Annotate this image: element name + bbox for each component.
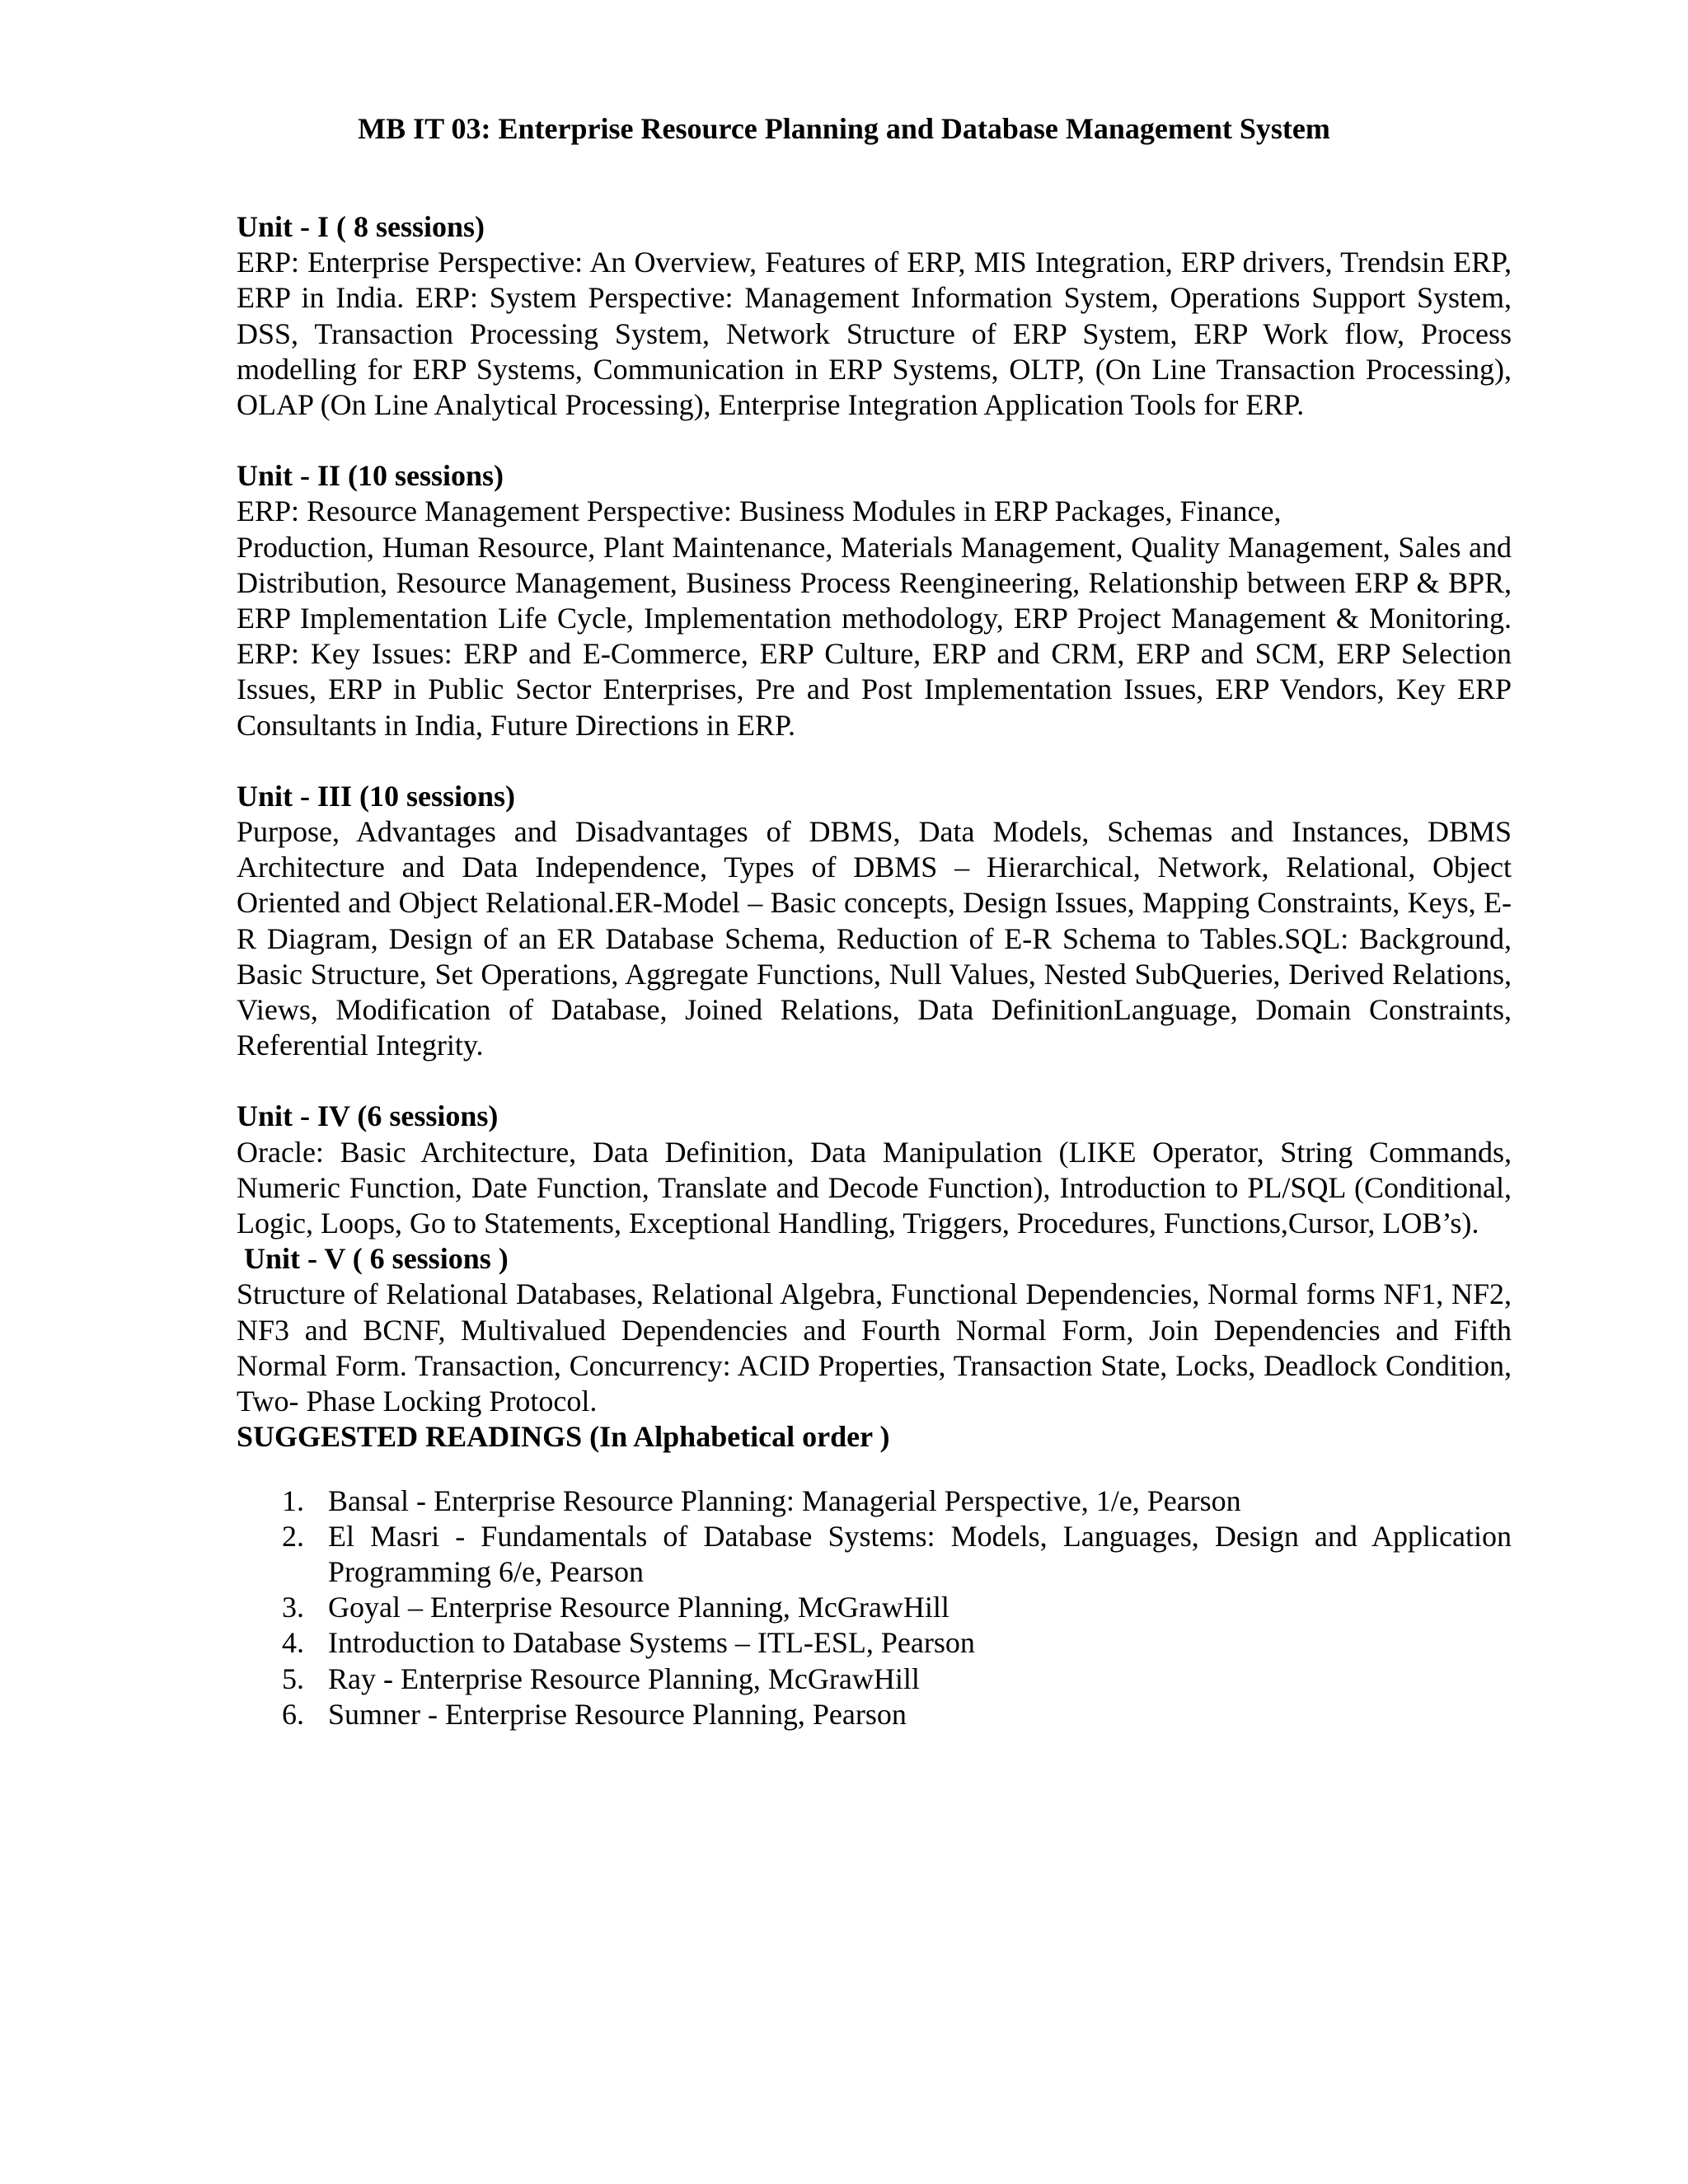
readings-heading: SUGGESTED READINGS (In Alphabetical order ) bbox=[237, 1420, 890, 1454]
list-item bbox=[282, 1519, 1512, 1590]
list-item bbox=[282, 1625, 1512, 1661]
list-item bbox=[282, 1697, 1512, 1732]
unit-body: Structure of Relational Databases, Relational Algebra, Functional Dependencies, Normal forms NF1, NF2, NF3 and BCNF, Multivalued Dependencies and Fourth Normal Form, Join Dependencies and Fifth Normal Form. Transaction, Concurrency: ACID Properties, Transaction State, Locks, Deadlock Condition, Two- Phase Locking Protocol. bbox=[237, 1277, 1512, 1418]
unit-heading: Unit - II (10 sessions) bbox=[237, 459, 504, 493]
reading-text: Goyal – Enterprise Resource Planning, McGrawHill bbox=[328, 1591, 950, 1624]
spacer bbox=[237, 423, 1512, 458]
readings-list bbox=[237, 1483, 1512, 1732]
reading-text: El Masri - Fundamentals of Database Systems: Models, Languages, Design and Application Programming 6/e, Pearson bbox=[328, 1519, 1512, 1588]
unit-body: Production, Human Resource, Plant Maintenance, Materials Management, Quality Management, Sales and Distribution, Resource Management, Business Process Reengineering, Relationship between ERP & BPR, ERP Implementation Life Cycle, Implementation methodology, ERP Project Management & Monitoring. ERP: Key Issues: ERP and E-Commerce, ERP Culture, ERP and CRM, ERP and SCM, ERP Selection Issues, ERP in Public Sector Enterprises, Pre and Post Implementation Issues, ERP Vendors, Key ERP Consultants in India, Future Directions in ERP. bbox=[237, 530, 1512, 742]
spacer bbox=[237, 1063, 1512, 1099]
unit-heading: Unit - I ( 8 sessions) bbox=[237, 210, 485, 243]
unit-body: Purpose, Advantages and Disadvantages of DBMS, Data Models, Schemas and Instances, DBMS Architecture and Data Independence, Types of DBMS – Hierarchical, Network, Relational, Object Oriented and Object Relational.ER-Model – Basic concepts, Design Issues, Mapping Constraints, Keys, E-R Diagram, Design of an ER Database Schema, Reduction of E-R Schema to Tables.SQL: Background, Basic Structure, Set Operations, Aggregate Functions, Null Values, Nested SubQueries, Derived Relations, Views, Modification of Database, Joined Relations, Data DefinitionLanguage, Domain Constraints, Referential Integrity. bbox=[237, 815, 1512, 1062]
unit-body: Oracle: Basic Architecture, Data Definition, Data Manipulation (LIKE Operator, String Commands, Numeric Function, Date Function, Translate and Decode Function), Introduction to PL/SQL (Conditional, Logic, Loops, Go to Statements, Exceptional Handling, Triggers, Procedures, Functions,Cursor, LOB’s). bbox=[237, 1135, 1512, 1240]
list-number: 2. bbox=[282, 1519, 304, 1553]
unit-4 bbox=[237, 1099, 1512, 1241]
document-content bbox=[237, 209, 1512, 1732]
list-item bbox=[282, 1483, 1512, 1519]
reading-text: Introduction to Database Systems – ITL-ESL, Pearson bbox=[328, 1626, 975, 1660]
unit-2 bbox=[237, 458, 1512, 743]
unit-body: ERP: Enterprise Perspective: An Overview, Features of ERP, MIS Integration, ERP drivers, Trendsin ERP, ERP in India. ERP: System Perspective: Management Information System, Operations Support System, DSS, Transaction Processing System, Network Structure of ERP System, ERP Work flow, Process modelling for ERP Systems, Communication in ERP Systems, OLTP, (On Line Transaction Processing), OLAP (On Line Analytical Processing), Enterprise Integration Application Tools for ERP. bbox=[237, 246, 1512, 422]
list-number: 3. bbox=[282, 1591, 304, 1624]
list-item bbox=[282, 1661, 1512, 1697]
reading-text: Bansal - Enterprise Resource Planning: Managerial Perspective, 1/e, Pearson bbox=[328, 1483, 1241, 1517]
unit-heading: Unit - III (10 sessions) bbox=[237, 779, 516, 813]
list-number: 6. bbox=[282, 1697, 304, 1731]
unit-heading: Unit - V ( 6 sessions ) bbox=[237, 1242, 509, 1276]
reading-text: Ray - Enterprise Resource Planning, McGrawHill bbox=[328, 1661, 920, 1695]
reading-text: Sumner - Enterprise Resource Planning, Pearson bbox=[328, 1697, 907, 1731]
unit-heading: Unit - IV (6 sessions) bbox=[237, 1099, 499, 1133]
unit-1 bbox=[237, 209, 1512, 423]
unit-body-first-line: ERP: Resource Management Perspective: Business Modules in ERP Packages, Finance, bbox=[237, 494, 1282, 528]
suggested-readings bbox=[237, 1419, 1512, 1732]
list-number: 4. bbox=[282, 1626, 304, 1660]
list-number: 1. bbox=[282, 1483, 304, 1517]
document-title: MB IT 03: Enterprise Resource Planning and Database Management System bbox=[358, 112, 1330, 145]
unit-5 bbox=[237, 1241, 1512, 1419]
spacer bbox=[237, 743, 1512, 779]
list-number: 5. bbox=[282, 1661, 304, 1695]
unit-3 bbox=[237, 779, 1512, 1064]
list-item bbox=[282, 1590, 1512, 1625]
